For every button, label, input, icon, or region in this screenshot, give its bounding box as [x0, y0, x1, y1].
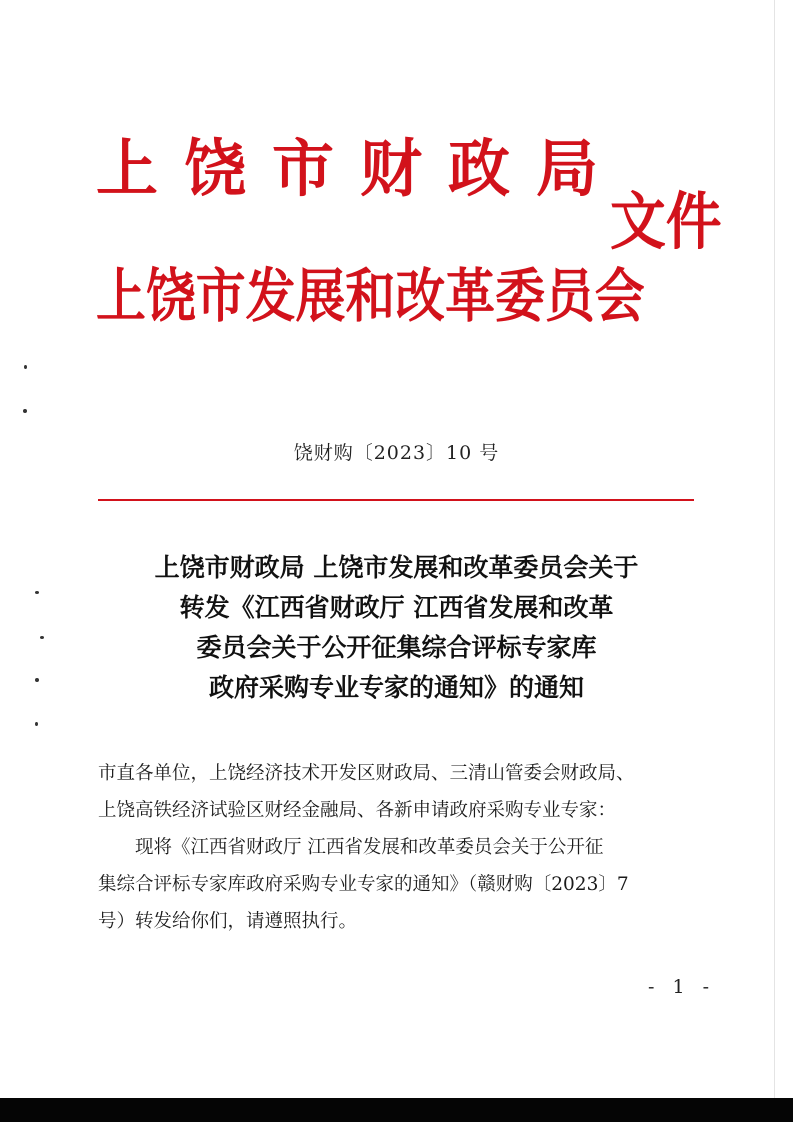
title-line: 转发《江西省财政厅 江西省发展和改革: [179, 593, 614, 622]
scan-artifact-dot: [24, 365, 27, 369]
scan-artifact-dot: [35, 678, 39, 682]
body-paragraph-line: 号）转发给你们，请遵照执行。: [98, 911, 358, 932]
body-paragraph-line: 现将《江西省财政厅 江西省发展和改革委员会关于公开征: [135, 837, 604, 858]
document-title: [0, 548, 793, 708]
title-line: 上饶市财政局 上饶市发展和改革委员会关于: [154, 553, 639, 582]
red-separator-line: [98, 499, 694, 501]
document-number: 饶财购〔2023〕10 号: [293, 442, 500, 464]
page-number: - 1 -: [648, 976, 716, 998]
issuer-finance-bureau: 上饶市财政局: [96, 132, 625, 205]
recipients-line: 上饶高铁经济试验区财经金融局、各新申请政府采购专业专家：: [98, 800, 617, 821]
scan-artifact-dot: [35, 591, 39, 594]
document-body: [98, 755, 698, 940]
scan-artifact-dot: [23, 409, 27, 413]
body-paragraph-line: 集综合评标专家库政府采购专业专家的通知》（赣财购〔2023〕7: [98, 874, 629, 895]
title-line: 政府采购专业专家的通知》的通知: [208, 673, 584, 702]
document-header: [96, 118, 736, 348]
scan-bottom-border: [0, 1098, 793, 1122]
issuer-development-reform-commission: 上饶市发展和改革委员会: [96, 262, 645, 330]
scan-artifact-dot: [35, 722, 38, 726]
scan-artifact-dot: [40, 636, 44, 639]
recipients-line: 市直各单位，上饶经济技术开发区财政局、三清山管委会财政局、: [98, 763, 635, 784]
document-type-label: 文件: [610, 185, 722, 258]
title-line: 委员会关于公开征集综合评标专家库: [196, 633, 597, 662]
